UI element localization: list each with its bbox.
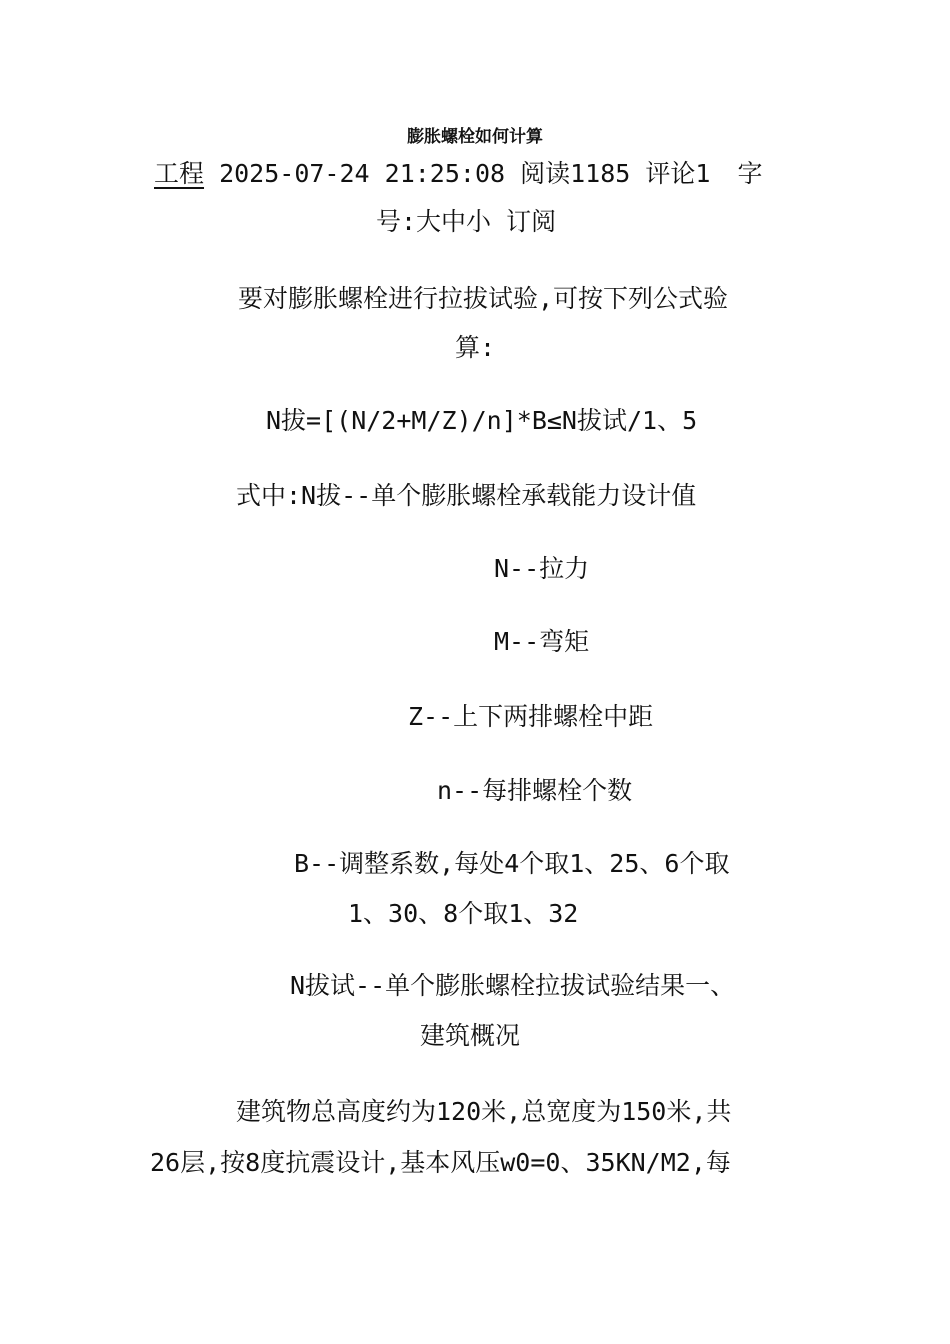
paragraph-body: 建筑物总高度约为120米,总宽度为150米,共: [236, 1097, 732, 1126]
article-meta-line-2: [376, 206, 556, 238]
def-adjust-factor-cont: 1、30、8个取1、32: [348, 899, 579, 928]
publish-datetime: 2025-07-24 21:25:08: [219, 159, 506, 188]
section-heading: 建筑概况: [420, 1021, 521, 1050]
def-spacing: Z--上下两排螺栓中距: [408, 702, 654, 731]
font-size-selector[interactable]: 号:大中小: [376, 207, 492, 236]
paragraph-intro-cont: 算:: [455, 333, 496, 362]
def-bolt-count: n--每排螺栓个数: [437, 776, 633, 805]
paragraph-body-cont: 26层,按8度抗震设计,基本风压w0=0、35KN/M2,每: [150, 1148, 731, 1177]
read-count: 阅读1185: [520, 159, 631, 188]
font-size-label: 字: [737, 159, 763, 188]
comment-count[interactable]: 评论1: [645, 159, 711, 188]
def-tension: N--拉力: [494, 554, 590, 583]
formula: N拔=[(N/2+M/Z)/n]*B≤N拔试/1、5: [266, 406, 698, 435]
category-link[interactable]: 工程: [154, 159, 205, 188]
def-test-result: N拔试--单个膨胀螺栓拉拔试验结果一、: [290, 971, 736, 1000]
formula-where: 式中:N拔--单个膨胀螺栓承载能力设计值: [236, 481, 697, 510]
article-title: 膨胀螺栓如何计算: [407, 127, 543, 147]
def-moment: M--弯矩: [494, 627, 590, 656]
subscribe-link[interactable]: 订阅: [506, 207, 557, 236]
paragraph-intro: 要对膨胀螺栓进行拉拔试验,可按下列公式验: [238, 284, 729, 313]
article-meta: [154, 158, 763, 190]
def-adjust-factor: B--调整系数,每处4个取1、25、6个取: [294, 849, 730, 878]
